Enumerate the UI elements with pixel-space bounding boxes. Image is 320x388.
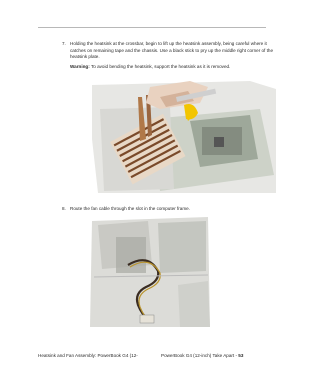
step-number: 8. — [62, 206, 66, 211]
step-text: Holding the heatsink at the crossbar, begin to lift up the heatsink assembly, being careful where it catches on remaining tape and the chassis. Use a black stick to pry up the middle right corner of the heatsink plate. — [70, 41, 273, 60]
fan-cable-photo — [88, 215, 212, 328]
step-text: Route the fan cable through the slot in the computer frame. — [70, 206, 191, 211]
warning-text: To avoid bending the heatsink, support the heatsink as it is removed. — [90, 63, 231, 69]
header-rule — [38, 27, 266, 28]
step-8 — [62, 206, 275, 213]
warning — [70, 64, 275, 71]
footer-doc-title — [161, 353, 243, 359]
step-number: 7. — [62, 41, 66, 46]
warning-label: Warning: — [70, 63, 90, 69]
page-number: 53 — [238, 353, 244, 358]
footer-section-title: Heatsink and Fan Assembly: PowerBook G4 (12- — [38, 353, 138, 358]
heatsink-lift-photo — [90, 79, 276, 193]
footer-doc-name: PowerBook G4 (12-inch) Take Apart - — [161, 353, 239, 358]
step-7 — [62, 41, 275, 70]
